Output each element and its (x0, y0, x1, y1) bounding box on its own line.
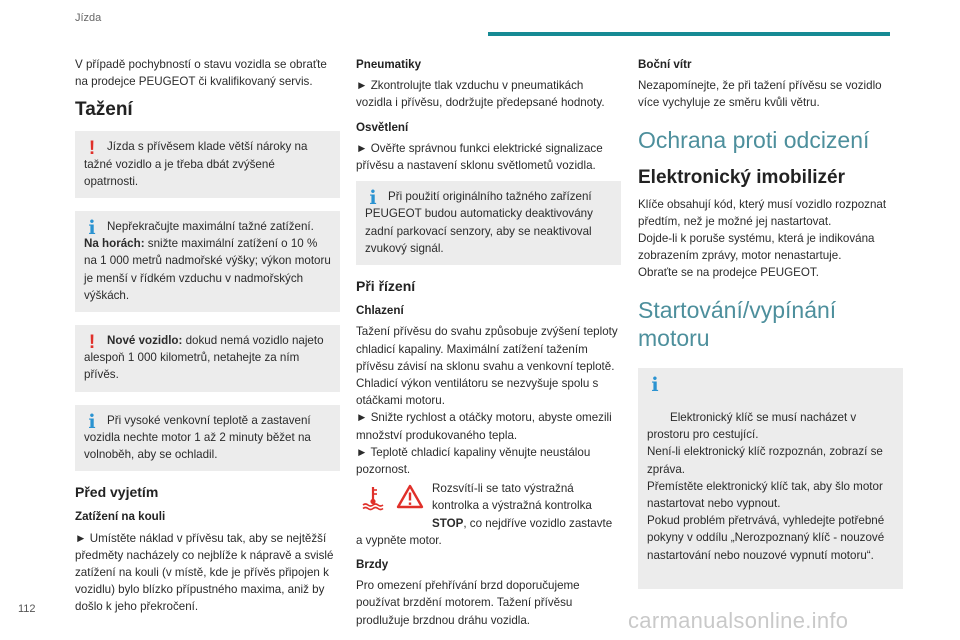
info-text-bold: Na horách: (84, 237, 145, 251)
warning-text-bold: Nové vozidlo: (107, 334, 183, 348)
info-icon: i (369, 187, 377, 210)
info-icon: i (88, 217, 96, 240)
watermark: carmanualsonline.info (628, 608, 849, 633)
stop-warning-paragraph (356, 480, 621, 549)
info-box-tow-hitch (356, 181, 621, 265)
info-box-idle (75, 405, 340, 472)
heading-pneumatiky: Pneumatiky (356, 58, 422, 71)
info-text: Při vysoké venkovní teplotě a zastavení vozidla nechte motor 1 až 2 minuty běžet na volnoběh, aby se ochladil. (84, 413, 311, 462)
warning-text (84, 332, 331, 384)
imobilizer-paragraph-3: Obraťte se na prodejce PEUGEOT. (638, 266, 819, 280)
info-icon: i (651, 373, 659, 396)
imobilizer-paragraph-2: Dojde-li k poruše systému, která je indikována zobrazením zprávy, motor nenastartuje. (638, 232, 875, 263)
warning-box-towing (75, 131, 340, 198)
heading-startovani: Startování/vypínání motoru (638, 296, 837, 351)
info-box-electronic-key (638, 368, 903, 589)
column-1 (75, 56, 340, 623)
chlazeni-paragraph-1: Tažení přívěsu do svahu způsobuje zvýšení teploty chladicí kapaliny. Maximální zatížení tažením přívěsu závisí na sklonu svahu a venkovní teplotě. Chladicí výkon ventilátoru se nezvyšuje spolu s otáčkami motoru. (356, 325, 618, 408)
heading-zatizeni: Zatížení na kouli (75, 510, 166, 524)
heading-ochrana: Ochrana proti odcizení (638, 126, 870, 153)
stop-warning-triangle-icon (393, 480, 426, 513)
stop-text-a: Rozsvítí-li se tato výstražná kontrolka a výstražná kontrolka (432, 482, 592, 513)
info-box-load (75, 211, 340, 312)
warning-text: Jízda s přívěsem klade větší nároky na tažné vozidlo a je třeba dbát zvýšené opatrnosti. (84, 140, 308, 188)
heading-osvetleni: Osvětlení (356, 120, 409, 134)
column-3 (638, 56, 903, 602)
osvetleni-paragraph: ► Ověřte správnou funkci elektrické signalizace přívěsu a nastavení sklonu světlometů vozidla. (356, 141, 603, 173)
header-accent-bar (488, 32, 890, 36)
info-text: Při použití originálního tažného zařízení PEUGEOT budou automaticky deaktivovány zadní parkovací senzory, aby se neaktivoval zvukový signál. (365, 190, 593, 255)
info-text (647, 409, 894, 564)
chlazeni-paragraph-3: ► Teplotě chladicí kapaliny věnujte neustálou pozornost. (356, 445, 591, 477)
heading-bocni-vitr: Boční vítr (638, 58, 692, 71)
heading-pred-vyjetim: Před vyjetím (75, 484, 159, 501)
warning-lamps (356, 480, 426, 513)
warning-text-rest: dokud nemá vozidlo najeto alespoň 1 000 kilometrů, netahejte za ním přívěs. (84, 334, 324, 382)
chlazeni-paragraph-2: ► Snižte rychlost a otáčky motoru, abyste omezili množství produkovaného tepla. (356, 411, 612, 442)
heading-tazeni: Tažení (75, 99, 133, 121)
info-text-body: Elektronický klíč se musí nacházet v prostoru pro cestující. Není-li elektronický klíč rozpoznán, zobrazí se zpráva. Přemístěte elektronický klíč tak, aby šlo motor nastartovat nebo vypnout. Pokud problém přetrvává, vyhledejte potřebné pokyny v oddílu „Nerozpoznaný klíč - nouzové nastartování nebo nouzové vypnutí motoru“. (647, 411, 885, 562)
heading-chlazeni: Chlazení (356, 304, 404, 318)
running-header: Jízda (75, 12, 102, 24)
exclamation-warning-icon: ! (88, 138, 96, 160)
column-2 (356, 56, 621, 636)
info-icon: i (88, 410, 96, 433)
vitr-paragraph: Nezapomínejte, že při tažení přívěsu se vozidlo více vychyluje ze směru kvůli větru. (638, 79, 882, 110)
heading-imobilizer: Elektronický imobilizér (638, 166, 845, 188)
warning-box-new-vehicle (75, 325, 340, 392)
stop-text-bold: STOP (432, 516, 464, 530)
info-text-b: snižte maximální zatížení o 10 % na 1 000 metrů nadmořské výšky; výkon motoru je menší v řídkém vzduchu v nadmořských výškách. (84, 237, 331, 302)
heading-pri-rizeni: Při řízení (356, 278, 416, 295)
exclamation-warning-icon: ! (88, 332, 96, 354)
intro-paragraph: V případě pochybností o stavu vozidla se obraťte na prodejce PEUGEOT či kvalifikovaný servis. (75, 58, 327, 89)
coolant-temperature-icon (356, 480, 389, 513)
zatizeni-paragraph: ► Umístěte náklad v přívěsu tak, aby se nejtěžší předměty nacházely co nejblíže k nápravě a svislé zatížení na kouli (v místě, kde je přívěs připojen k vozidlu) bylo blízko přípustného maxima, aniž by došlo k jeho překročení. (75, 531, 334, 614)
page-number: 112 (18, 603, 36, 615)
imobilizer-paragraph-1: Klíče obsahují kód, který musí vozidlo rozpoznat předtím, než je možné jej nastartovat. (638, 197, 887, 228)
heading-brzdy: Brzdy (356, 558, 389, 572)
info-text-a: Nepřekračujte maximální tažné zatížení. (107, 220, 314, 234)
info-text (84, 218, 331, 304)
pneumatiky-paragraph: ► Zkontrolujte tlak vzduchu v pneumatikách vozidla i přívěsu, dodržujte předepsané hodnoty. (356, 79, 605, 110)
stop-text-b: , co nejdříve vozidlo zastavte a vypněte motor. (356, 516, 613, 547)
brzdy-paragraph: Pro omezení přehřívání brzd doporučujeme používat brzdění motorem. Tažení přívěsu prodlužuje brzdnou dráhu vozidla. (356, 579, 580, 627)
